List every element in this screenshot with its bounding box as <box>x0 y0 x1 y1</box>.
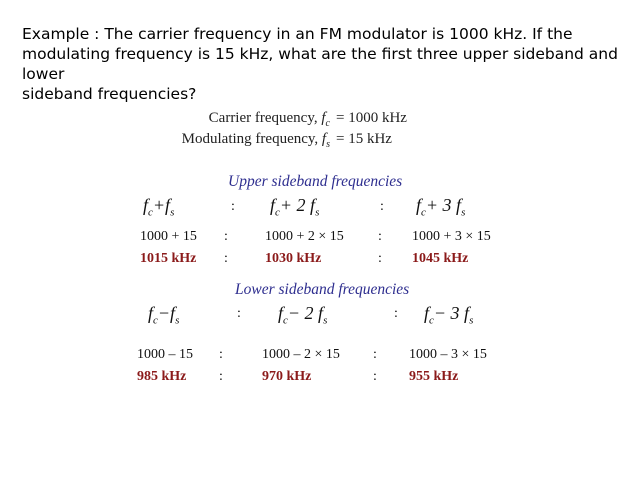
separator: : <box>373 369 377 384</box>
upper-formula-1: $f_c+f_s$ <box>143 195 175 219</box>
separator: : <box>224 229 228 244</box>
question-line-3: sideband frequencies? <box>22 85 197 103</box>
separator: : <box>231 199 235 214</box>
question-text <box>22 24 622 104</box>
lower-result-1: 985 kHz <box>137 369 187 384</box>
modulating-label: Modulating frequency, <box>181 131 319 147</box>
upper-formula-2: $f_c+ 2$ $f_s$ <box>270 195 320 219</box>
upper-expression-2: 1000 + 2 × 15 <box>265 229 344 244</box>
modulating-given-row: Modulating frequency, $f_s$ <box>181 131 330 150</box>
upper-expression-1: 1000 + 15 <box>140 229 197 244</box>
upper-result-3: 1045 kHz <box>412 251 469 266</box>
carrier-given-row: Carrier frequency, $f_c$ <box>208 110 330 129</box>
modulating-value: = 15 kHz <box>336 131 392 147</box>
lower-result-3: 955 kHz <box>409 369 459 384</box>
carrier-value: = 1000 kHz <box>336 110 407 126</box>
lower-expression-1: 1000 – 15 <box>137 347 193 362</box>
question-line-1: Example : The carrier frequency in an FM modulator is 1000 kHz. If the <box>22 25 573 43</box>
lower-expression-3: 1000 – 3 × 15 <box>409 347 487 362</box>
upper-formula-3: $f_c+ 3$ $f_s$ <box>416 195 466 219</box>
carrier-label: Carrier frequency, <box>208 110 318 126</box>
question-line-2: modulating frequency is 15 kHz, what are the first three upper sideband and lower <box>22 45 618 83</box>
upper-result-1: 1015 kHz <box>140 251 197 266</box>
separator: : <box>219 347 223 362</box>
separator: : <box>224 251 228 266</box>
lower-result-2: 970 kHz <box>262 369 312 384</box>
lower-sideband-heading: Lower sideband frequencies <box>235 281 410 298</box>
upper-expression-3: 1000 + 3 × 15 <box>412 229 491 244</box>
separator: : <box>219 369 223 384</box>
separator: : <box>378 251 382 266</box>
separator: : <box>380 199 384 214</box>
upper-sideband-heading: Upper sideband frequencies <box>228 173 403 190</box>
lower-formula-3: $f_c- 3$ $f_s$ <box>424 303 474 327</box>
separator: : <box>373 347 377 362</box>
lower-formula-1: $f_c-f_s$ <box>148 303 180 327</box>
lower-formula-2: $f_c- 2$ $f_s$ <box>278 303 328 327</box>
separator: : <box>237 306 241 321</box>
lower-expression-2: 1000 – 2 × 15 <box>262 347 340 362</box>
separator: : <box>378 229 382 244</box>
separator: : <box>394 306 398 321</box>
upper-result-2: 1030 kHz <box>265 251 322 266</box>
